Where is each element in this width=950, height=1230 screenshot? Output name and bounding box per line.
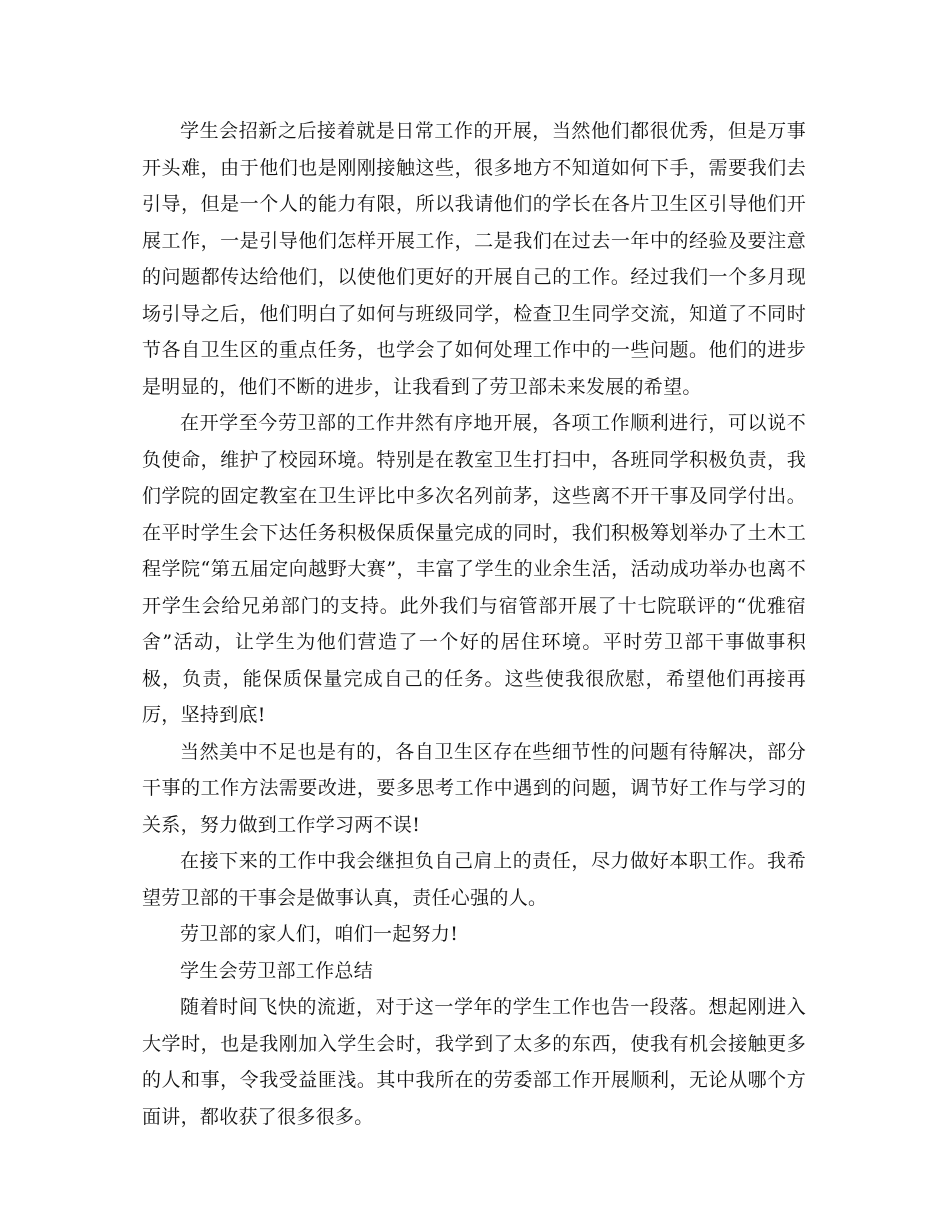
paragraph-year-review-intro: 随着时间飞快的流逝，对于这一学年的学生工作也告一段落。想起刚进入大学时，也是我刚加入学生会时，我学到了太多的东西，使我有机会接触更多的人和事，令我受益匪浅。其中我所在的劳委部工作开展顺利，无论从哪个方面讲，都收获了很多很多。	[142, 996, 806, 1128]
section-heading: 学生会劳卫部工作总结	[180, 959, 374, 982]
paragraph-encouragement: 劳卫部的家人们，咱们一起努力!	[180, 923, 459, 945]
paragraph-semester-achievements: 在开学至今劳卫部的工作井然有序地开展，各项工作顺利进行，可以说不负使命，维护了校园环境。特别是在教室卫生打扫中，各班同学积极负责，我们学院的固定教室在卫生评比中多次名列前茅，这些离不开干事及同学付出。在平时学生会下达任务积极保质保量完成的同时，我们积极筹划举办了土木工程学院“第五届定向越野大赛”，丰富了学生的业余生活，活动成功举办也离不开学生会给兄弟部门的支持。此外我们与宿管部开展了十七院联评的“优雅宿舍”活动，让学生为他们营造了一个好的居住环境。平时劳卫部干事做事积极，负责，能保质保量完成自己的任务。这些使我很欣慰，希望他们再接再厉，坚持到底!	[142, 412, 806, 726]
paragraph-new-members-guidance: 学生会招新之后接着就是日常工作的开展，当然他们都很优秀，但是万事开头难，由于他们也是刚刚接触这些，很多地方不知道如何下手，需要我们去引导，但是一个人的能力有限，所以我请他们的学长在各片卫生区引导他们开展工作，一是引导他们怎样开展工作，二是我们在过去一年中的经验及要注意的问题都传达给他们，以使他们更好的开展自己的工作。经过我们一个多月现场引导之后，他们明白了如何与班级同学，检查卫生同学交流，知道了不同时节各自卫生区的重点任务，也学会了如何处理工作中的一些问题。他们的进步是明显的，他们不断的进步，让我看到了劳卫部未来发展的希望。	[142, 120, 806, 398]
paragraph-shortcomings: 当然美中不足也是有的，各自卫生区存在些细节性的问题有待解决，部分干事的工作方法需要改进，要多思考工作中遇到的问题，调节好工作与学习的关系，努力做到工作学习两不误!	[142, 740, 806, 836]
document-body	[142, 113, 806, 1135]
paragraph-future-plans: 在接下来的工作中我会继担负自己肩上的责任，尽力做好本职工作。我希望劳卫部的干事会是做事认真，责任心强的人。	[142, 850, 806, 909]
